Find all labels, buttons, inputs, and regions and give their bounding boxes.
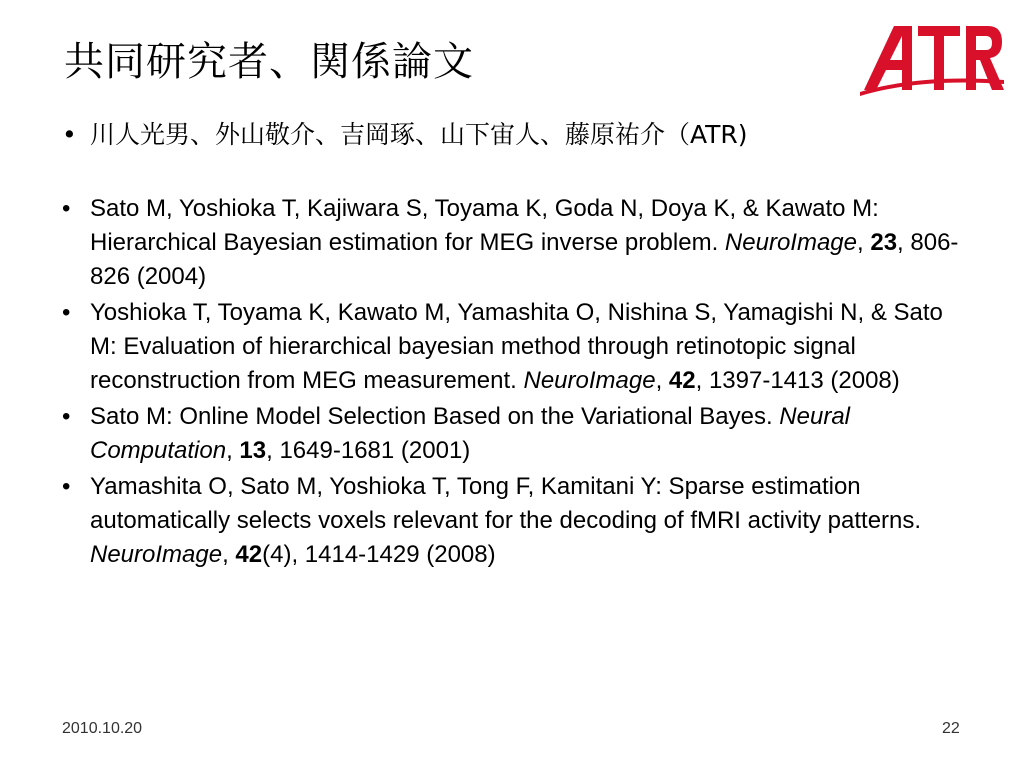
reference-volume: 42 <box>235 541 263 568</box>
reference-text: Sato M, Yoshioka T, Kajiwara S, Toyama K, Goda N, Doya K, & Kawato M: Hierarchical Bayesian estimation for MEG inverse problem. <box>90 195 879 256</box>
reference-item <box>62 192 962 294</box>
reference-item <box>62 296 962 398</box>
reference-sep: , <box>226 437 240 464</box>
bullet: • <box>62 403 71 430</box>
reference-journal: NeuroImage <box>724 229 857 256</box>
bullet: • <box>62 195 71 222</box>
reference-journal: Neural Computation <box>90 403 850 464</box>
reference-tail: (4), 1414-1429 (2008) <box>262 541 496 568</box>
reference-tail: , 1649-1681 (2001) <box>266 437 471 464</box>
reference-sep: , <box>222 541 236 568</box>
reference-volume: 23 <box>870 229 898 256</box>
reference-item <box>62 400 962 468</box>
reference-journal: NeuroImage <box>523 367 656 394</box>
reference-sep: , <box>857 229 871 256</box>
reference-item <box>62 470 962 572</box>
reference-tail: , 1397-1413 (2008) <box>695 367 900 394</box>
atr-logo <box>860 20 1004 96</box>
page-number: 22 <box>942 720 960 737</box>
footer-date: 2010.10.20 <box>62 720 143 737</box>
reference-volume: 42 <box>668 367 696 394</box>
reference-tail: , 806-826 (2004) <box>90 229 959 290</box>
reference-text: Yoshioka T, Toyama K, Kawato M, Yamashita O, Nishina S, Yamagishi N, & Sato M: Evaluation of hierarchical bayesian method through retinotopic signal reconstruction from MEG measurement. <box>90 299 943 394</box>
slide-title: 共同研究者、関係論文 <box>64 39 474 85</box>
content-list <box>62 118 962 574</box>
authors-item <box>62 118 962 152</box>
reference-sep: , <box>655 367 669 394</box>
authors-text: 川人光男、外山敬介、吉岡琢、山下宙人、藤原祐介（ATR) <box>90 120 748 149</box>
reference-journal: NeuroImage <box>90 541 223 568</box>
bullet: • <box>62 473 71 500</box>
reference-volume: 13 <box>239 437 267 464</box>
bullet: • <box>62 120 77 149</box>
reference-text: Yamashita O, Sato M, Yoshioka T, Tong F, Kamitani Y: Sparse estimation automatically selects voxels relevant for the decoding of fMRI activity patterns. <box>90 473 922 534</box>
reference-text: Sato M: Online Model Selection Based on the Variational Bayes. <box>90 403 780 430</box>
bullet: • <box>62 299 71 326</box>
